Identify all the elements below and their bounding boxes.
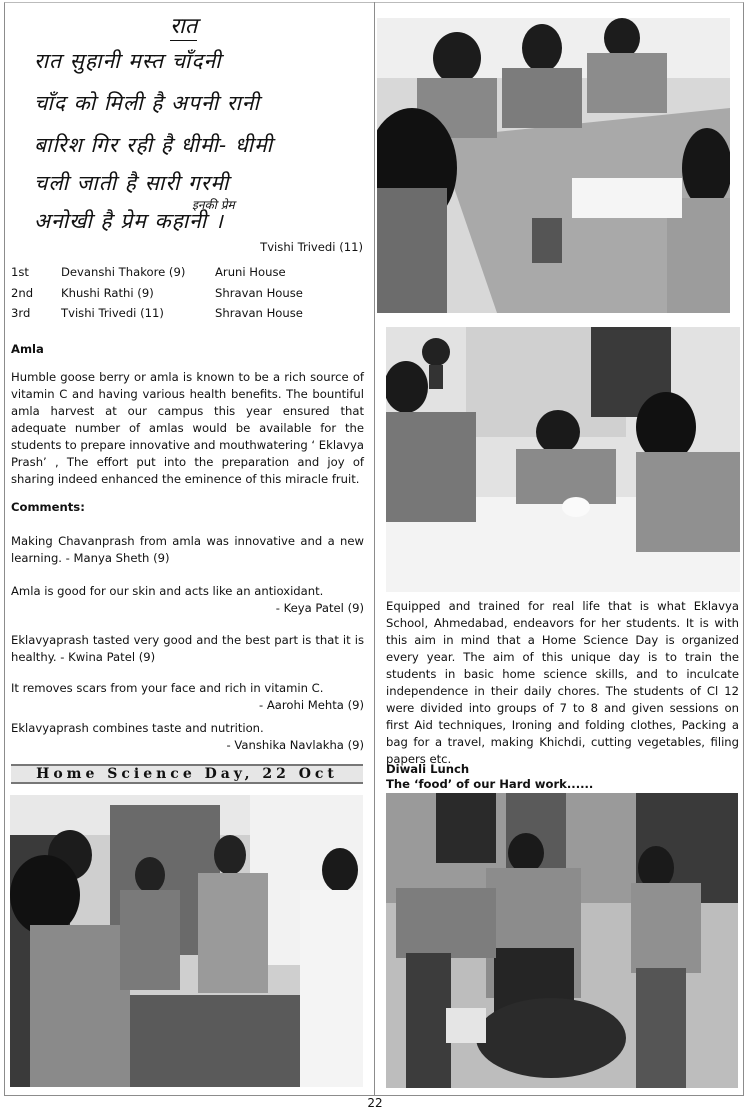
- amla-body: Humble goose berry or amla is known to be a rich source of vitamin C and having various health benefits. The bountiful amla harvest at our campus this year ensured that adequate number of amlas would be available for the students to prepare innovative and mouthwatering ‘ Eklavya Prash’ , The effort put into the preparation and joy of sharing indeed enhanced the eminence of this miracle fruit.: [11, 370, 364, 486]
- photo-home-science-group: [10, 795, 363, 1087]
- result-rank: 2nd: [11, 285, 34, 300]
- amla-heading: Amla: [11, 342, 44, 356]
- poem-author: Tvishi Trivedi (11): [260, 240, 363, 254]
- photo-first-aid-session: [386, 327, 740, 592]
- photo-diwali-lunch: [386, 793, 738, 1088]
- poem-insertion: इनकी प्रेम: [192, 198, 235, 212]
- poem-title: रात: [170, 14, 198, 39]
- result-house: Aruni House: [215, 265, 286, 279]
- poem-line: चाँद को मिली है अपनी रानी: [34, 91, 260, 115]
- comment-author: - Keya Patel (9): [275, 601, 364, 615]
- result-rank: 3rd: [11, 306, 31, 320]
- home-science-body: Equipped and trained for real life that is what Eklavya School, Ahmedabad, endeavors for her students. It is with this aim in mind that a Home Science Day is organized every year. The aim of this unique day is to train the students in basic home science skills, and to inculcate independence in their daily chores. The students of Cl 12 were divided into groups of 7 to 8 and given sessions on first Aid techniques, Ironing and folding clothes, Packing a bag for a travel, making Khichdi, cutting vegetables, filing papers etc.: [386, 599, 739, 766]
- comment-text: Eklavyaprash combines taste and nutrition.: [11, 721, 264, 735]
- result-name: Khushi Rathi (9): [61, 285, 154, 300]
- comment-text: It removes scars from your face and rich in vitamin C.: [11, 681, 324, 695]
- poem-line: बारिश गिर रही है धीमी- धीमी: [34, 133, 274, 157]
- result-row: [11, 262, 311, 283]
- result-name: Tvishi Trivedi (11): [61, 306, 164, 320]
- comment-author: - Aarohi Mehta (9): [258, 698, 364, 712]
- comments-heading: Comments:: [11, 500, 85, 514]
- comment-text: Eklavyaprash tasted very good and the best part is that it is healthy. - Kwina Patel (9): [11, 633, 364, 664]
- result-row: [11, 283, 311, 304]
- photo-classroom-discussion: [377, 18, 730, 313]
- comment-author: - Vanshika Navlakha (9): [226, 738, 364, 752]
- result-row: [11, 303, 311, 324]
- results-list: [11, 262, 311, 324]
- handwritten-poem: [20, 8, 365, 233]
- poem-line: रात सुहानी मस्त चाँदनी: [34, 49, 222, 73]
- diwali-subheading: The ‘food’ of our Hard work......: [386, 777, 594, 791]
- result-house: Shravan House: [215, 285, 303, 300]
- result-rank: 1st: [11, 265, 29, 279]
- result-name: Devanshi Thakore (9): [61, 265, 186, 279]
- poem-line: अनोखी है प्रेम कहानी ।: [34, 209, 224, 233]
- comment-text: Making Chavanprash from amla was innovative and a new learning. - Manya Sheth (9): [11, 534, 364, 565]
- poem-line: चली जाती है सारी गरमी: [34, 171, 230, 195]
- column-divider: [374, 2, 375, 1096]
- page-number: 22: [367, 1096, 383, 1110]
- result-house: Shravan House: [215, 306, 303, 320]
- diwali-heading: Diwali Lunch: [386, 762, 470, 776]
- section-banner-home-science: Home Science Day, 22 Oct: [11, 764, 363, 784]
- comment-text: Amla is good for our skin and acts like an antioxidant.: [11, 584, 324, 598]
